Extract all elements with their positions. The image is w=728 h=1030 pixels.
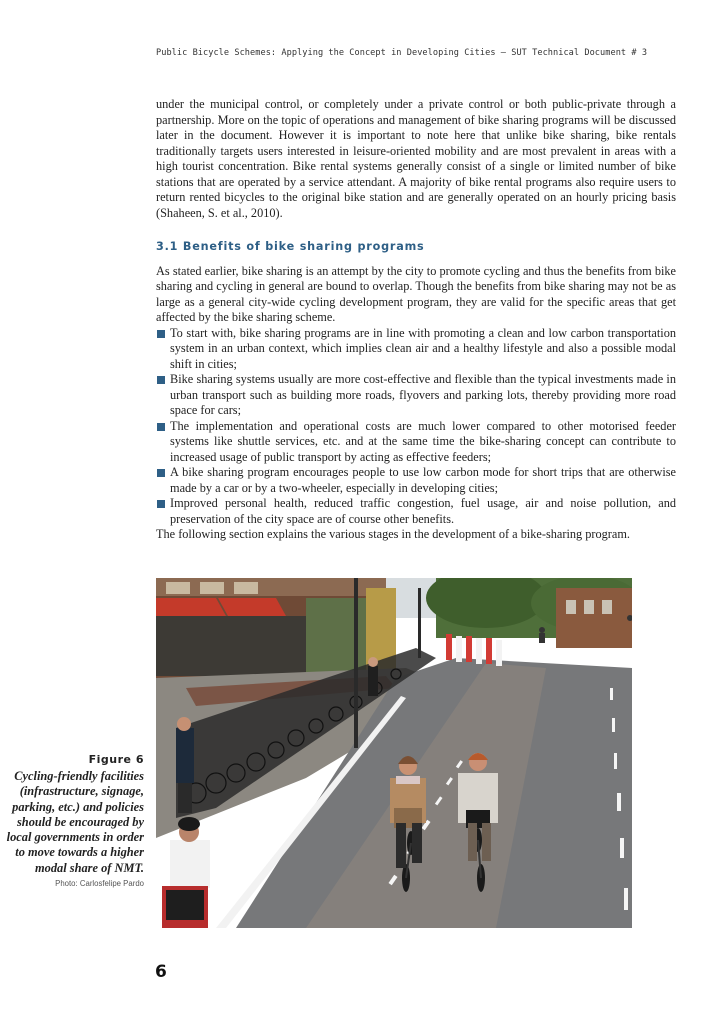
list-item-text: Improved personal health, reduced traffic congestion, fuel usage, air and noise pollution, and preservation of the city space are of course other benefits. bbox=[170, 496, 676, 526]
square-bullet-icon bbox=[157, 469, 165, 477]
photo-credit: Photo: Carlosfelipe Pardo bbox=[55, 879, 144, 889]
list-item-text: The implementation and operational costs are much lower compared to other motorised feeder systems like shuttle services, etc. and at the same time the bike-sharing concept can contribute to increased usage of public transport by acting as effective feeders; bbox=[170, 418, 676, 464]
figure-label: Figure 6 bbox=[88, 753, 144, 766]
page-number: 6 bbox=[155, 962, 167, 982]
figure-photo bbox=[156, 578, 632, 928]
running-header: Public Bicycle Schemes: Applying the Concept in Developing Cities – SUT Technical Document # 3 bbox=[156, 48, 648, 58]
list-item bbox=[156, 372, 676, 419]
list-item-text: Bike sharing systems usually are more cost-effective and flexible than the typical investments made in urban transport such as building more roads, flyovers and parking lots, thereby providing more road space for cars; bbox=[170, 372, 676, 417]
cycling-street-photo bbox=[156, 578, 632, 928]
figure-caption bbox=[0, 753, 144, 888]
list-item-text: To start with, bike sharing programs are in line with promoting a clean and low carbon transportation system in an urban context, which implies clean air and a healthy lifestyle and also a possible modal shift in cities; bbox=[170, 325, 676, 371]
list-item bbox=[156, 326, 676, 373]
square-bullet-icon bbox=[157, 423, 165, 431]
square-bullet-icon bbox=[157, 500, 165, 508]
list-item-text: A bike sharing program encourages people to use low carbon mode for short trips that are otherwise made by a car or by a two-wheeler, especially in developing cities; bbox=[170, 465, 676, 495]
section-heading: 3.1 Benefits of bike sharing programs bbox=[156, 240, 425, 253]
closing-paragraph: The following section explains the various stages in the development of a bike-sharing program. bbox=[156, 527, 630, 541]
benefits-list bbox=[156, 326, 676, 528]
list-item bbox=[156, 465, 676, 496]
section-lead-paragraph: As stated earlier, bike sharing is an attempt by the city to promote cycling and thus the benefits from bike sharing and cycling in general are bound to overlap. Though the benefits from bike sharing may not be as large as a general city-wide cycling development program, they are valid for the specific areas that get affected by the bike sharing scheme. bbox=[156, 263, 676, 324]
square-bullet-icon bbox=[157, 376, 165, 384]
intro-paragraph: under the municipal control, or completely under a private control or both public-private through a partnership. More on the topic of operations and management of bike sharing programs will be discussed later in the document. However it is important to note here that unlike bike sharing, bike rentals traditionally targets users interested in leisure-oriented mobility and are most prevalent in areas with a high tourist concentration. Bike rental systems generally consist of a single or limited number of bike stations that are operated by a service attendant. A majority of bike rental programs also require users to return rented bicycles to the original bike station and are generally operated on an hourly pricing basis (Shaheen, S. et al., 2010). bbox=[156, 97, 676, 220]
list-item bbox=[156, 419, 676, 466]
list-item bbox=[156, 496, 676, 527]
figure-caption-text: Cycling-friendly facilities (infrastructure, signage, parking, etc.) and policies should be encouraged by local governments in order to move towards a higher modal share of NMT. bbox=[6, 769, 144, 875]
square-bullet-icon bbox=[157, 330, 165, 338]
body-content bbox=[156, 97, 676, 543]
